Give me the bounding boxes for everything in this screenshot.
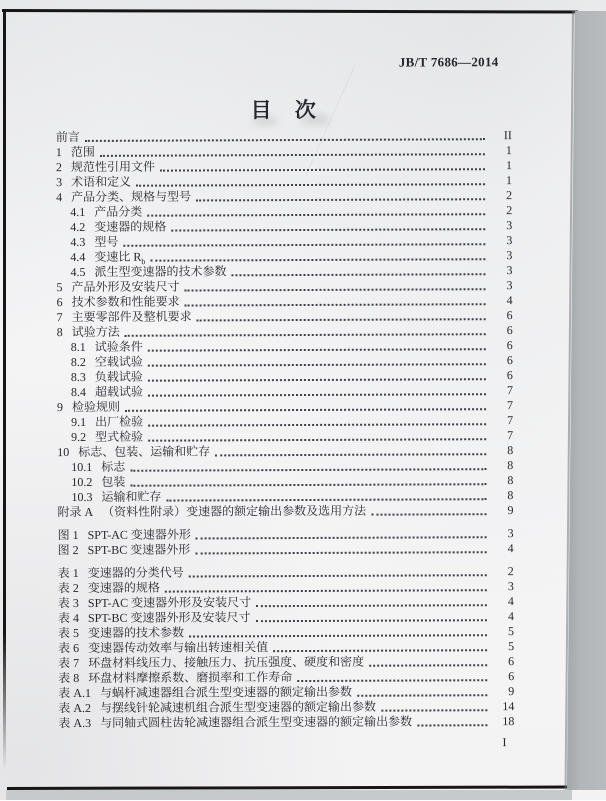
toc-entry-page: 3 [506,248,513,263]
toc-entry-title: 超载试验 [94,384,144,399]
toc-entry-number: 10.3 [71,489,93,505]
toc-entry-page: 1 [505,158,513,173]
toc-entry-number: 附录 A [57,504,94,520]
toc-entry-title: 型号 [94,234,119,249]
toc-leader-dots [273,649,487,652]
toc-leader-dots [195,551,486,554]
toc-entry-number: 表 4 [57,610,79,626]
toc-entry-title: 变速比 $R_b$ [94,249,146,267]
toc-row [57,503,513,520]
toc-leader-dots [165,589,487,592]
toc-entry-title: 与同轴式圆柱齿轮减速器组合派生型变速器的额定输出参数 [100,714,413,730]
toc-entry-number: 4.5 [70,264,86,280]
toc-entry-title: 负载试验 [94,369,143,384]
toc-entry-page: 3 [506,278,513,293]
toc-entry-page: 1 [505,143,512,158]
toc-leader-dots [357,694,487,697]
footer-page-number: I [502,735,507,750]
toc-entry-page: 6 [508,669,515,684]
toc-entry-title: 与摆线针轮减速机组合派生型变速器的额定输出参数 [99,699,377,715]
toc-entry-title: 变速器的规格 [94,219,167,234]
toc-entry-title: 变速器的规格 [87,580,160,595]
toc-leader-dots [125,408,486,412]
toc-entry-number: 表 6 [58,640,80,656]
toc-leader-dots [381,709,487,711]
toc-entry-page: 14 [502,699,515,714]
toc-entry-title: 试验方法 [71,324,120,340]
toc-entry-title: 产品分类 [94,204,143,219]
toc-entry-number: 8.2 [70,354,86,370]
toc-entry-number: 表 1 [57,565,79,581]
toc-entry-number: 图 2 [57,542,79,558]
toc-entry-page: 2 [507,564,514,579]
toc-leader-dots [417,724,487,726]
toc-entry-title: SPT-BC 变速器外形及安装尺寸 [87,610,251,625]
toc-leader-dots [148,438,486,441]
toc-leader-dots [147,213,485,216]
toc-entry-page: 8 [507,488,514,503]
toc-entry-number: 表 5 [57,625,80,641]
toc-entry-page: 4 [507,609,514,624]
toc-entry-title: 派生型变速器的技术参数 [94,264,227,279]
toc-leader-dots [130,468,486,472]
toc-entry-page: 7 [507,428,514,443]
toc-entry-number: 5 [56,280,63,295]
toc-leader-dots [148,393,486,396]
toc-entry-number: 9.2 [71,429,87,445]
toc-leader-dots [189,574,487,577]
toc-entry-page: 5 [508,639,515,654]
toc-entry-number: 8.3 [70,369,86,385]
toc-entry-number: 10 [57,445,70,460]
toc-list [56,128,515,731]
toc-entry-number: 2 [55,160,63,175]
toc-leader-dots [196,536,487,539]
toc-entry-number: 4.4 [70,249,86,265]
toc-entry-page: 6 [506,308,513,323]
toc-entry-number: 4.3 [70,234,86,250]
toc-leader-dots [166,498,486,501]
toc-entry-title: 规范性引用文件 [70,159,156,175]
toc-entry-page: 4 [506,293,513,308]
toc-entry-page: 8 [507,443,514,458]
toc-entry-title: 试验条件 [94,339,143,354]
toc-entry-title: 技术参数和性能要求 [71,294,180,310]
toc-entry-title: SPT-AC 变速器外形及安装尺寸 [87,595,252,610]
toc-leader-dots [189,634,487,637]
toc-entry-number: 表 7 [58,655,80,671]
toc-leader-dots [171,228,485,231]
toc-entry-title: 前言 [55,129,80,145]
toc-leader-dots [196,198,485,201]
toc-entry-title: SPT-AC 变速器外形 [87,527,191,542]
toc-leader-dots [369,664,487,667]
toc-leader-dots [130,483,486,487]
toc-entry-number: 4 [56,190,63,205]
toc-entry-number: 9 [56,400,64,415]
toc-entry-title: 环盘材料摩擦系数、磨损率和工作寿命 [88,670,293,685]
toc-leader-dots [150,258,485,261]
toc-entry-page: 2 [506,188,513,203]
toc-entry-title: 环盘材料线压力、接触压力、抗压强度、硬度和密度 [88,654,365,670]
toc-entry-title: 术语和定义 [71,174,132,190]
toc-leader-dots [148,348,486,351]
toc-entry-page: 6 [508,654,515,669]
toc-entry-page: 9 [508,684,515,699]
toc-entry-number: 10.1 [71,459,93,475]
toc-entry-page: 7 [507,413,514,428]
toc-leader-dots [185,288,486,291]
toc-entry-page: II [503,128,512,143]
toc-leader-dots [125,333,486,337]
toc-leader-dots [371,513,486,516]
toc-entry-title: 变速器传动效率与输出转速相关值 [88,640,269,655]
toc-entry-title: 空载试验 [94,354,143,369]
toc-entry-page: 1 [506,173,513,188]
toc-entry-page: 7 [506,398,514,413]
toc-leader-dots [148,423,486,426]
toc-leader-dots [297,679,487,682]
toc-entry-title: 出厂检验 [95,414,144,429]
toc-entry-title: 标志、包装、运输和贮存 [78,444,211,459]
toc-entry-number: 4.1 [70,204,86,220]
toc-entry-number: 3 [56,175,63,190]
toc-entry-page: 3 [507,579,514,594]
toc-leader-dots [197,318,486,321]
toc-leader-dots [256,604,487,607]
toc-entry-page: 9 [507,503,514,518]
toc-leader-dots [123,243,485,247]
toc-entry-number: 表 8 [58,670,80,686]
toc-entry-title: 变速器的分类代号 [87,565,184,580]
toc-entry-number: 8.4 [70,384,86,400]
toc-entry-number: 表 A.1 [58,685,91,701]
toc-leader-dots [100,153,485,157]
toc-entry-number: 图 1 [57,527,79,543]
toc-entry-page: 3 [506,263,513,278]
toc-entry-number: 1 [55,145,62,160]
toc-entry-page: 8 [507,458,514,473]
toc-entry-page: 18 [502,714,515,729]
toc-entry-number: 表 3 [57,595,79,611]
toc-leader-dots [136,183,485,187]
toc-entry-page: 6 [506,338,513,353]
toc-entry-page: 2 [506,203,513,218]
toc-row [58,714,514,731]
toc-entry-title: SPT-BC 变速器外形 [87,542,191,557]
toc-entry-number: 8 [56,325,63,340]
toc-entry-number: 表 2 [57,580,79,596]
toc-entry-page: 3 [507,526,514,541]
toc-entry-page: 6 [506,323,513,338]
toc-leader-dots [160,168,485,171]
toc-entry-title: 标志 [101,459,126,474]
toc-entry-page: 6 [506,353,513,368]
toc-leader-dots [148,363,486,366]
toc-entry-number: 10.2 [71,474,93,490]
toc-leader-dots [148,378,486,381]
toc-leader-dots [185,303,486,306]
toc-entry-page: 7 [506,383,513,398]
toc-leader-dots [231,273,485,276]
toc-leader-dots [85,138,485,142]
toc-entry-page: 5 [507,624,515,639]
toc-entry-title: 检验规则 [71,399,121,415]
toc-entry-title: 主要零部件及整机要求 [71,309,192,325]
toc-entry-number: 表 A.3 [58,715,92,731]
toc-leader-dots [256,619,487,622]
toc-entry-page: 4 [507,594,514,609]
toc-entry-page: 4 [507,541,514,556]
toc-entry-title: 与蜗杆减速器组合派生型变速器的额定输出参数 [99,684,352,700]
toc-entry-title: 范围 [70,144,95,160]
toc-entry-page: 8 [507,473,514,488]
toc-leader-dots [215,453,486,456]
toc-entry-page: 3 [506,218,513,233]
toc-row [58,541,514,558]
toc-entry-title: 包装 [101,474,126,489]
standard-number-header: JB/T 7686—2014 [398,54,499,70]
toc-entry-title: 变速器的技术参数 [87,625,185,640]
toc-entry-number: 9.1 [71,414,87,430]
toc-entry-number: 4.2 [70,219,86,235]
page-title: 目 次 [250,97,316,123]
toc-entry-title: 产品分类、规格与型号 [71,189,192,205]
toc-entry-title: （资料性附录）变速器的额定输出参数及选用方法 [102,503,367,519]
toc-entry-title: 产品外形及安装尺寸 [71,279,180,295]
toc-entry-title: 型式检验 [95,429,144,444]
toc-entry-number: 表 A.2 [58,700,92,716]
toc-entry-title-subscript: b [141,257,146,267]
toc-entry-number: 7 [56,310,63,325]
toc-entry-title: 运输和贮存 [101,489,162,504]
toc-entry-page: 6 [506,368,513,383]
toc-entry-number: 8.1 [70,339,86,355]
toc-entry-page: 3 [506,233,513,248]
toc-entry-number: 6 [56,295,63,310]
